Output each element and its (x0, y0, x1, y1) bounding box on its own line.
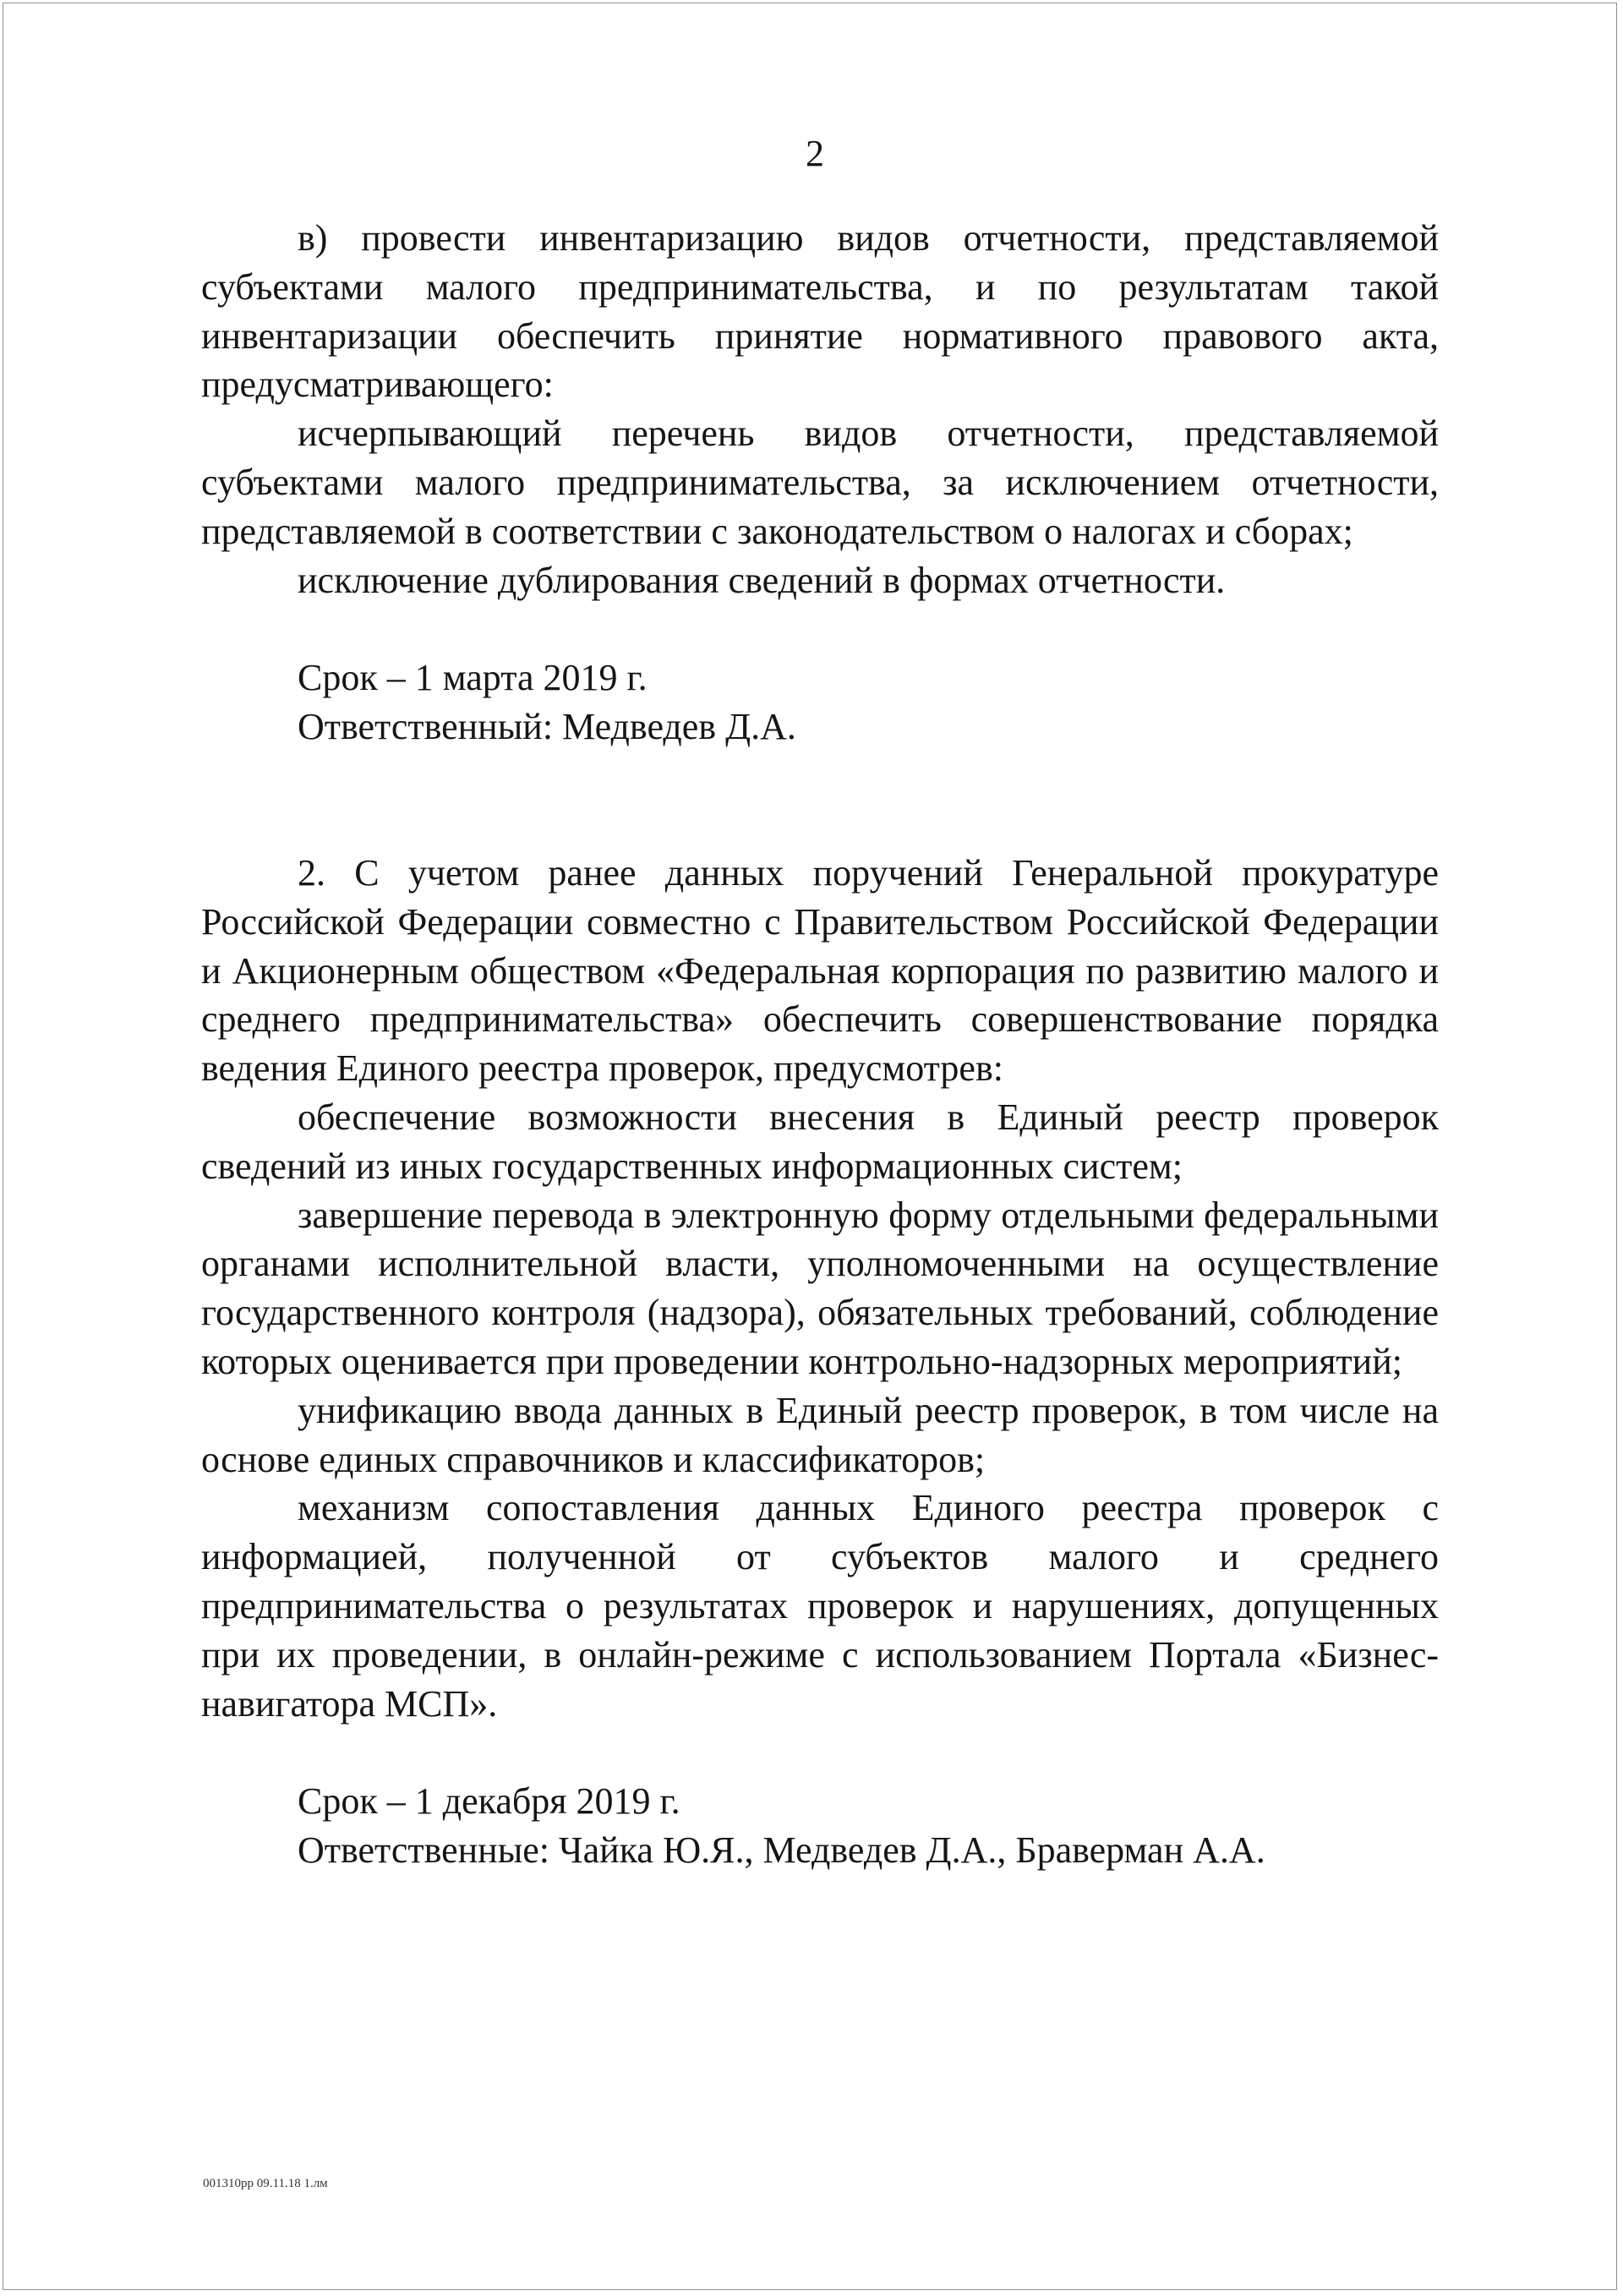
responsible-2: Ответственные: Чайка Ю.Я., Медведев Д.А., Браверман А.А. (298, 1829, 1265, 1871)
paragraph-v: в) провести инвентаризацию видов отчетности, представляемой субъектами малого предпринимательства, и по результатам такой инвентаризации обеспечить принятие нормативного правового акта, предусматривающего: (201, 217, 1439, 406)
page-number: 2 (806, 133, 824, 174)
list-item-registry-input: обеспечение возможности внесения в Единый реестр проверок сведений из иных государственных информационных систем; (201, 1096, 1439, 1187)
document-code: 001310рр 09.11.18 1.лм (203, 2177, 328, 2190)
responsible-1: Ответственный: Медведев Д.А. (298, 705, 796, 747)
spacer (201, 1728, 1439, 1777)
paragraph-2: 2. С учетом ранее данных поручений Генеральной прокуратуре Российской Федерации совместно с Правительством Российской Федерации и Акционерным обществом «Федеральная корпорация по развитию малого и среднего предпринимательства» обеспечить совершенствование порядка ведения Единого реестра проверок, предусмотрев: (201, 852, 1439, 1090)
list-item-exhaustive-list: исчерпывающий перечень видов отчетности, представляемой субъектами малого предпринимательства, за исключением отчетности, представляемой в соответствии с законодательством о налогах и сборах; (201, 413, 1439, 552)
list-item-unification: унификацию ввода данных в Единый реестр проверок, в том числе на основе единых справочников и классификаторов; (201, 1389, 1439, 1480)
list-item-data-matching: механизм сопоставления данных Единого реестра проверок с информацией, полученной от субъектов малого и среднего предпринимательства о результатах проверок и нарушениях, допущенных при их проведении, в онлайн-режиме с использованием Портала «Бизнес-навигатора МСП». (201, 1487, 1439, 1725)
section-2 (201, 849, 1439, 1875)
list-item-electronic-form: завершение перевода в электронную форму отдельными федеральными органами исполнительной власти, уполномоченными на осуществление государственного контроля (надзора), обязательных требований, соблюдение которых оценивается при проведении контрольно-надзорных мероприятий; (201, 1194, 1439, 1382)
spacer (201, 604, 1439, 653)
document-page (3, 3, 1617, 2290)
deadline-1: Срок – 1 марта 2019 г. (298, 657, 648, 699)
deadline-2: Срок – 1 декабря 2019 г. (298, 1780, 680, 1823)
section-1 (201, 214, 1439, 752)
list-item-exclude-duplication: исключение дублирования сведений в формах отчетности. (298, 559, 1226, 601)
